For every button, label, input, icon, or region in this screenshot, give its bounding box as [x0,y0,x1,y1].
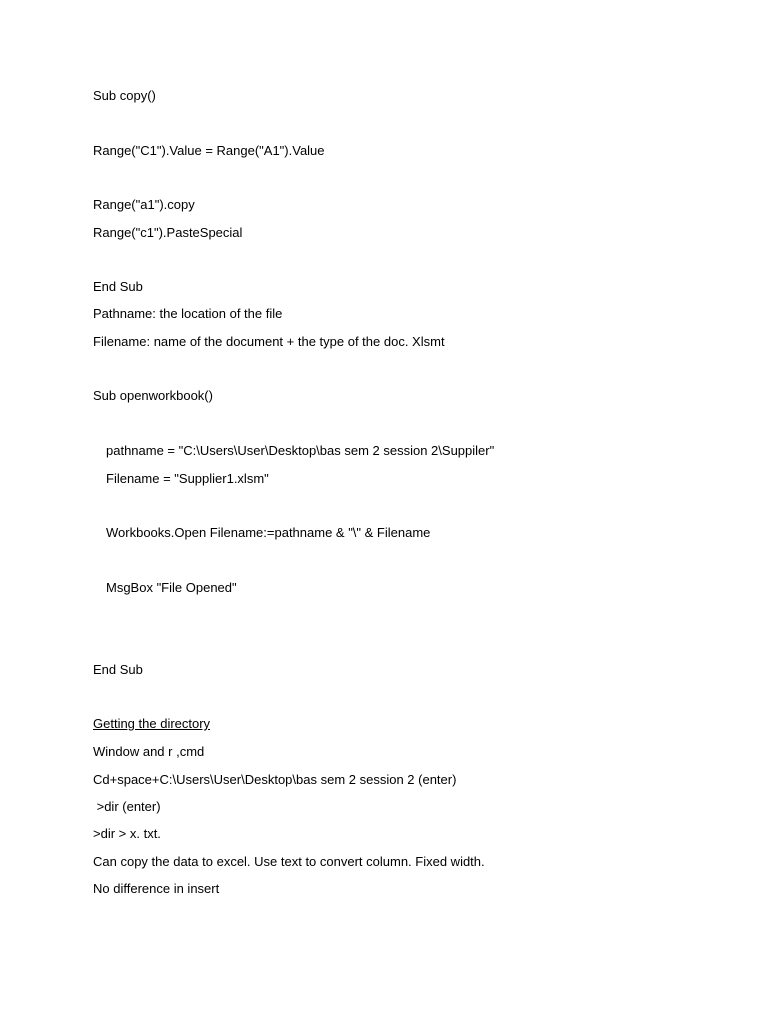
pathname-assign-line: pathname = "C:\Users\User\Desktop\bas sem 2 session 2\Suppiler" [106,443,495,458]
end-sub-line: End Sub [93,662,143,677]
dir-txt-line: >dir > x. txt. [93,826,161,841]
sub-copy-line: Sub copy() [93,88,156,103]
filename-assign-line: Filename = "Supplier1.xlsm" [106,471,269,486]
directory-heading: Getting the directory [93,716,211,731]
cd-command-line: Cd+space+C:\Users\User\Desktop\bas sem 2 session 2 (enter) [93,772,457,787]
copy-excel-line: Can copy the data to excel. Use text to convert column. Fixed width. [93,854,485,869]
sub-openworkbook-line: Sub openworkbook() [93,388,213,403]
range-copy-line: Range("a1").copy [93,197,195,212]
end-sub-line: End Sub [93,279,143,294]
filename-definition: Filename: name of the document + the type of the doc. Xlsmt [93,334,445,349]
range-value-line: Range("C1").Value = Range("A1").Value [93,143,325,158]
no-difference-line: No difference in insert [93,881,220,896]
workbooks-open-line: Workbooks.Open Filename:=pathname & "\" & Filename [106,525,431,540]
range-paste-line: Range("c1").PasteSpecial [93,225,243,240]
msgbox-line: MsgBox "File Opened" [106,580,237,595]
dir-enter-line: >dir (enter) [93,799,161,814]
pathname-definition: Pathname: the location of the file [93,306,283,321]
window-cmd-line: Window and r ,cmd [93,744,205,759]
